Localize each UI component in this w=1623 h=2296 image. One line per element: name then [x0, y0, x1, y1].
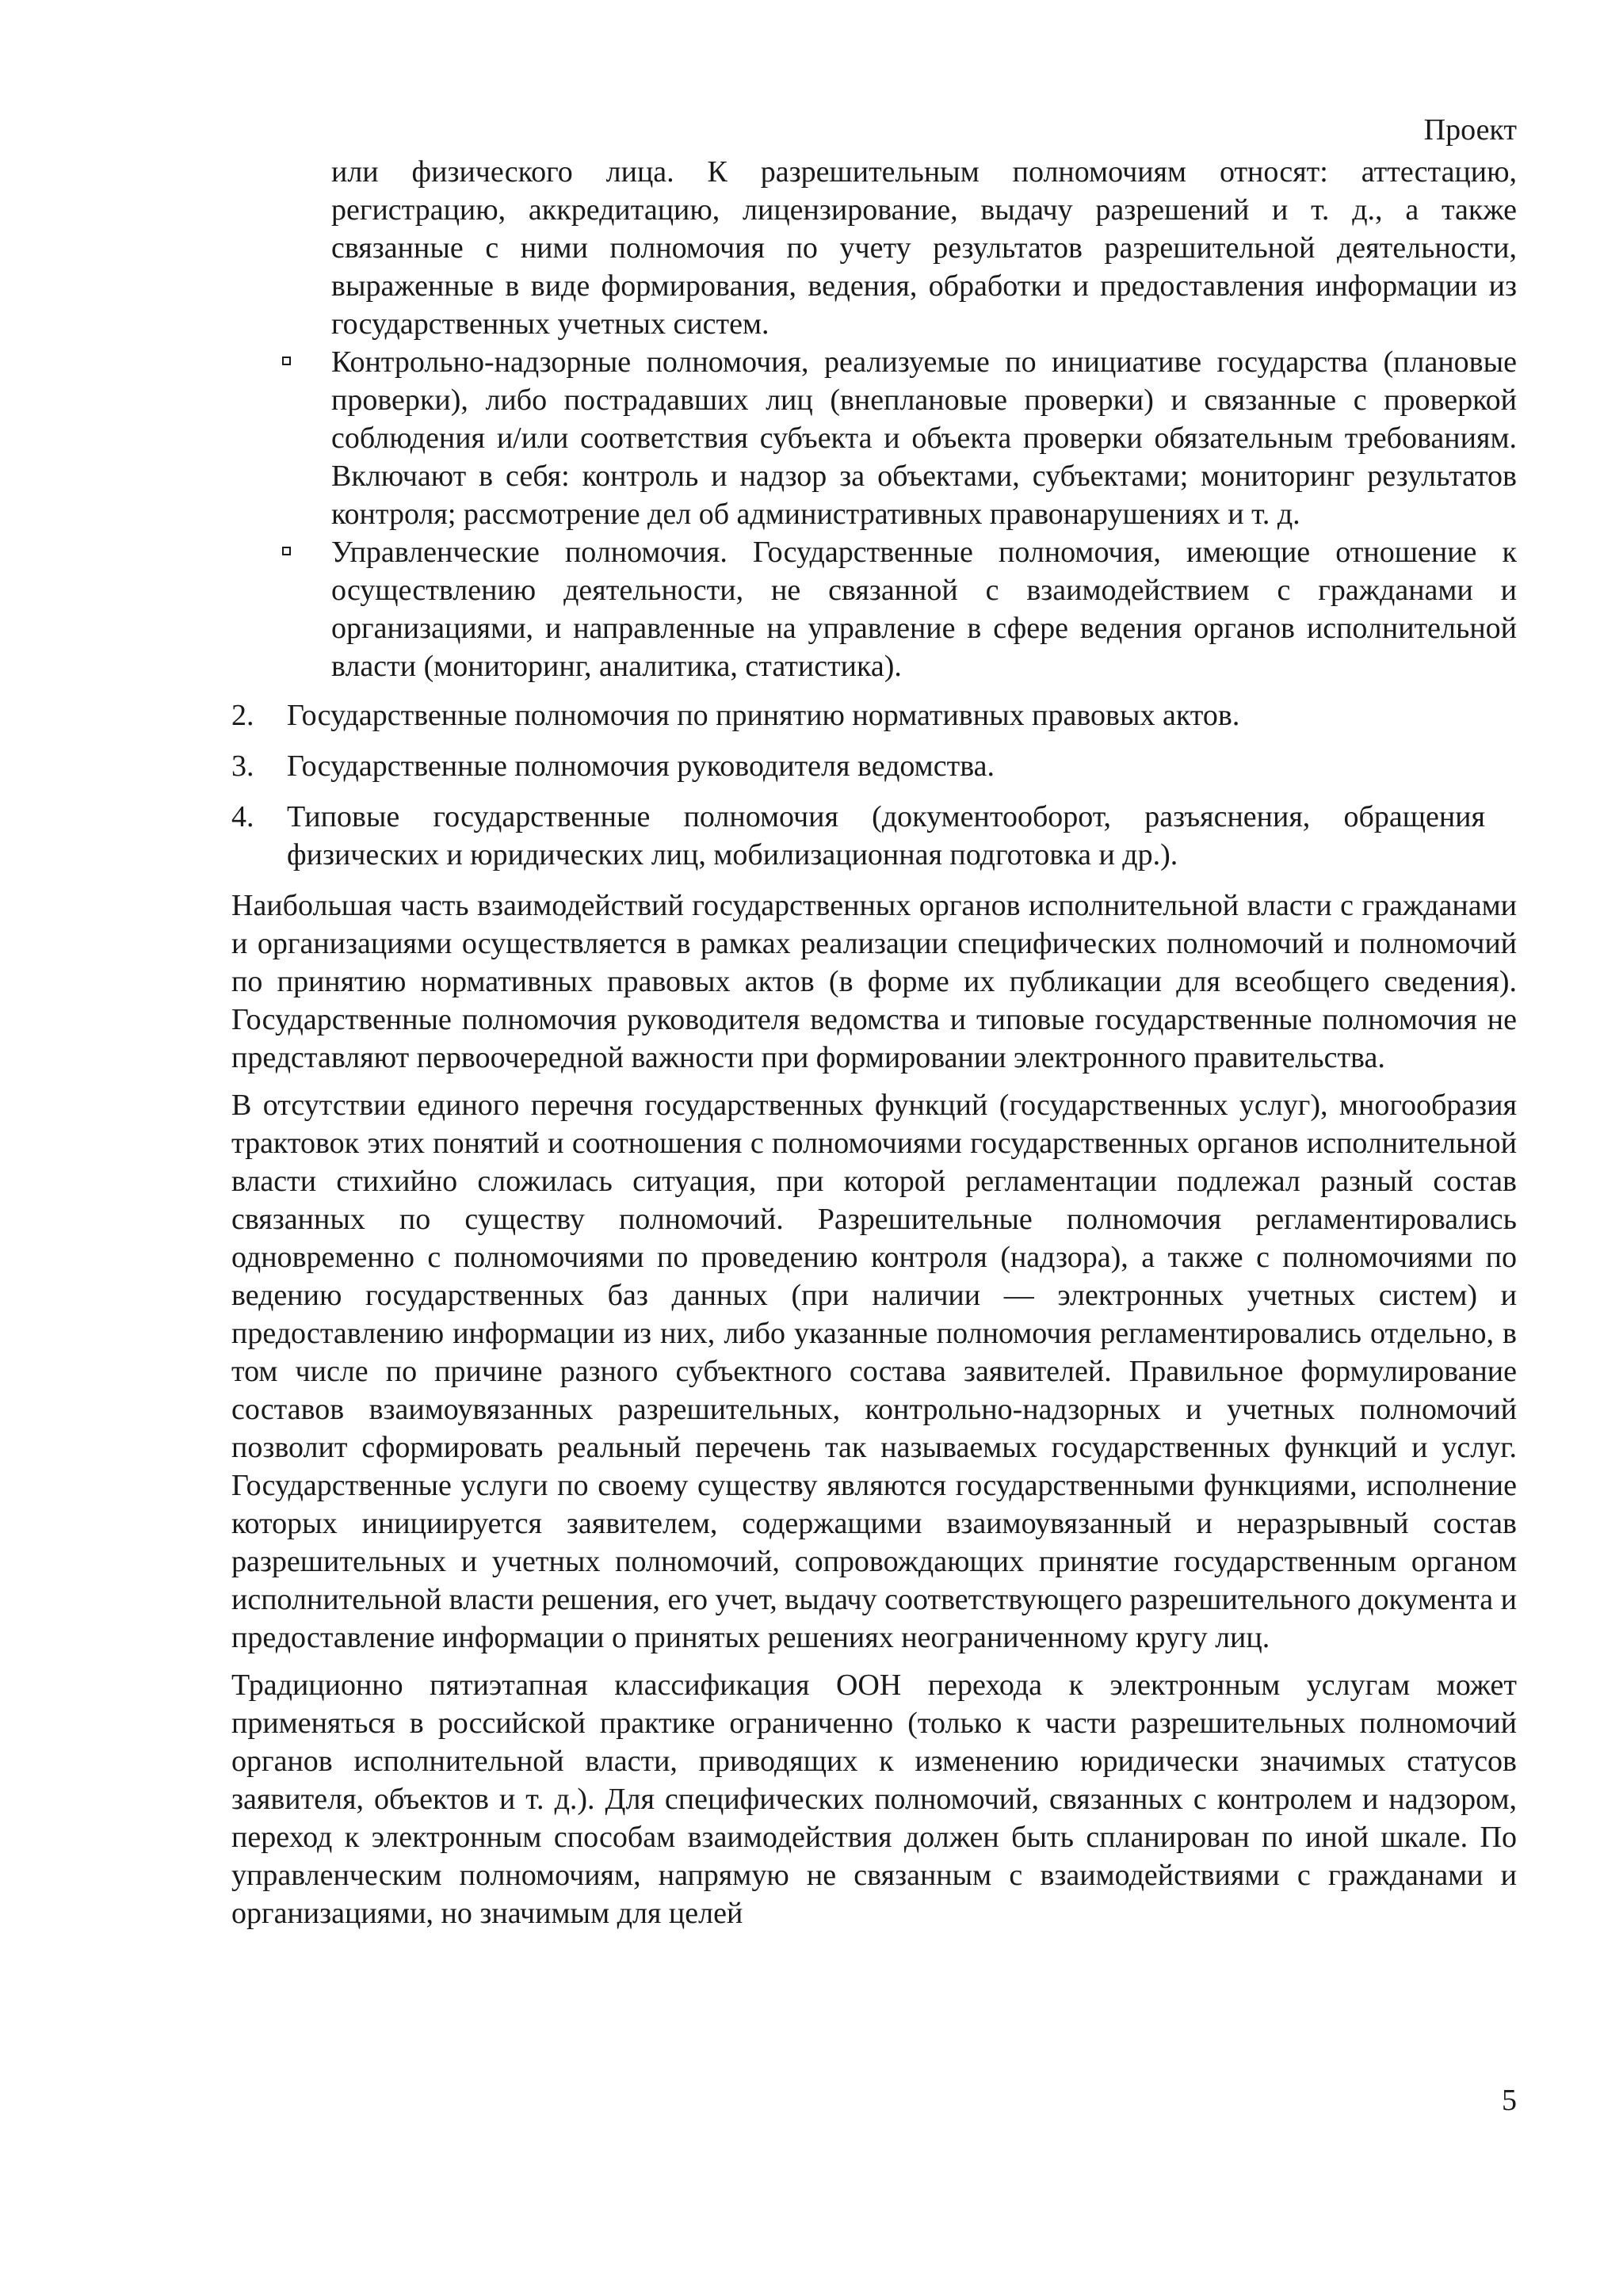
item-text: Государственные полномочия по принятию нормативных правовых актов. [287, 699, 1240, 732]
item-number: 4. [231, 800, 254, 833]
item-number: 3. [231, 749, 254, 783]
paragraph-interactions: Наибольшая часть взаимодействий государственных органов исполнительной власти с гражданами и организациями осуществляется в рамках реализации специфических полномочий и полномочий по принятию нормативных правовых актов (в форме их публикации для всеобщего сведения). Государственные полномочия руководителя ведомства и типовые государственные полномочия не представляют первоочередной важности при формировании электронного правительства. [231, 889, 1517, 1074]
item-text: Типовые государственные полномочия (документооборот, разъяснения, обращения физических и юридических лиц, мобилизационная подготовка и др.). [287, 800, 1485, 871]
numbered-item-4 [231, 798, 1517, 874]
paragraph-un-classification: Традиционно пятиэтапная классификация ООН перехода к электронным услугам может применяться в российской практике ограниченно (только к части разрешительных полномочий органов исполнительной власти, приводящих к изменению юридически значимых статусов заявителя, объектов и т. д.). Для специфических полномочий, связанных с контролем и надзором, переход к электронным способам взаимодействия должен быть спланирован по иной шкале. По управленческим полномочиям, напрямую не связанным с взаимодействиями с гражданами и организациями, но значимым для целей [231, 1669, 1517, 1930]
numbered-item-3 [231, 747, 1517, 785]
item-number: 2. [231, 699, 254, 732]
document-body [231, 153, 1517, 1942]
bullet-item-management [331, 533, 1517, 685]
paragraph-functions-list: В отсутствии единого перечня государственных функций (государственных услуг), многообразия трактовок этих понятий и соотношения с полномочиями государственных органов исполнительной власти стихийно сложилась ситуация, при которой регламентации подлежал разный состав связанных по существу полномочий. Разрешительные полномочия регламентировались одновременно с полномочиями по проведению контроля (надзора), а также с полномочиями по ведению государственных баз данных (при наличии — электронных учетных систем) и предоставлению информации из них, либо указанные полномочия регламентировались отдельно, в том числе по причине разного субъектного состава заявителей. Правильное формулирование составов взаимоувязанных разрешительных, контрольно-надзорных и учетных полномочий позволит сформировать реальный перечень так называемых государственных функций и услуг. Государственные услуги по своему существу являются государственными функциями, исполнение которых инициируется заявителем, содержащими взаимоувязанный и неразрывный состав разрешительных и учетных полномочий, сопровождающих принятие государственным органом исполнительной власти решения, его учет, выдачу соответствующего разрешительного документа и предоставление информации о принятых решениях неограниченному кругу лиц. [231, 1089, 1517, 1654]
intro-continuation: или физического лица. К разрешительным полномочиям относят: аттестацию, регистрацию, аккредитацию, лицензирование, выдачу разрешений и т. д., а также связанные с ними полномочия по учету результатов разрешительной деятельности, выраженные в виде формирования, ведения, обработки и предоставления информации из государственных учетных систем. [331, 155, 1517, 341]
bullet-text: Контрольно-надзорные полномочия, реализуемые по инициативе государства (плановые проверки), либо пострадавших лиц (внеплановые проверки) и связанные с проверкой соблюдения и/или соответствия субъекта и объекта проверки обязательным требованиям. Включают в себя: контроль и надзор за объектами, субъектами; мониторинг результатов контроля; рассмотрение дел об административных правонарушениях и т. д. [331, 345, 1517, 531]
square-bullet-icon [282, 357, 291, 365]
item-text: Государственные полномочия руководителя ведомства. [287, 749, 995, 783]
numbered-list [231, 696, 1517, 874]
bullet-text: Управленческие полномочия. Государственные полномочия, имеющие отношение к осуществлению деятельности, не связанной с взаимодействием с гражданами и организациями, и направленные на управление в сфере ведения органов исполнительной власти (мониторинг, аналитика, статистика). [331, 536, 1517, 683]
page-number: 5 [1502, 2084, 1517, 2117]
numbered-item-2 [231, 696, 1517, 734]
draft-label: Проект [1423, 113, 1517, 147]
square-bullet-icon [282, 547, 291, 555]
bullet-item-control [331, 343, 1517, 533]
